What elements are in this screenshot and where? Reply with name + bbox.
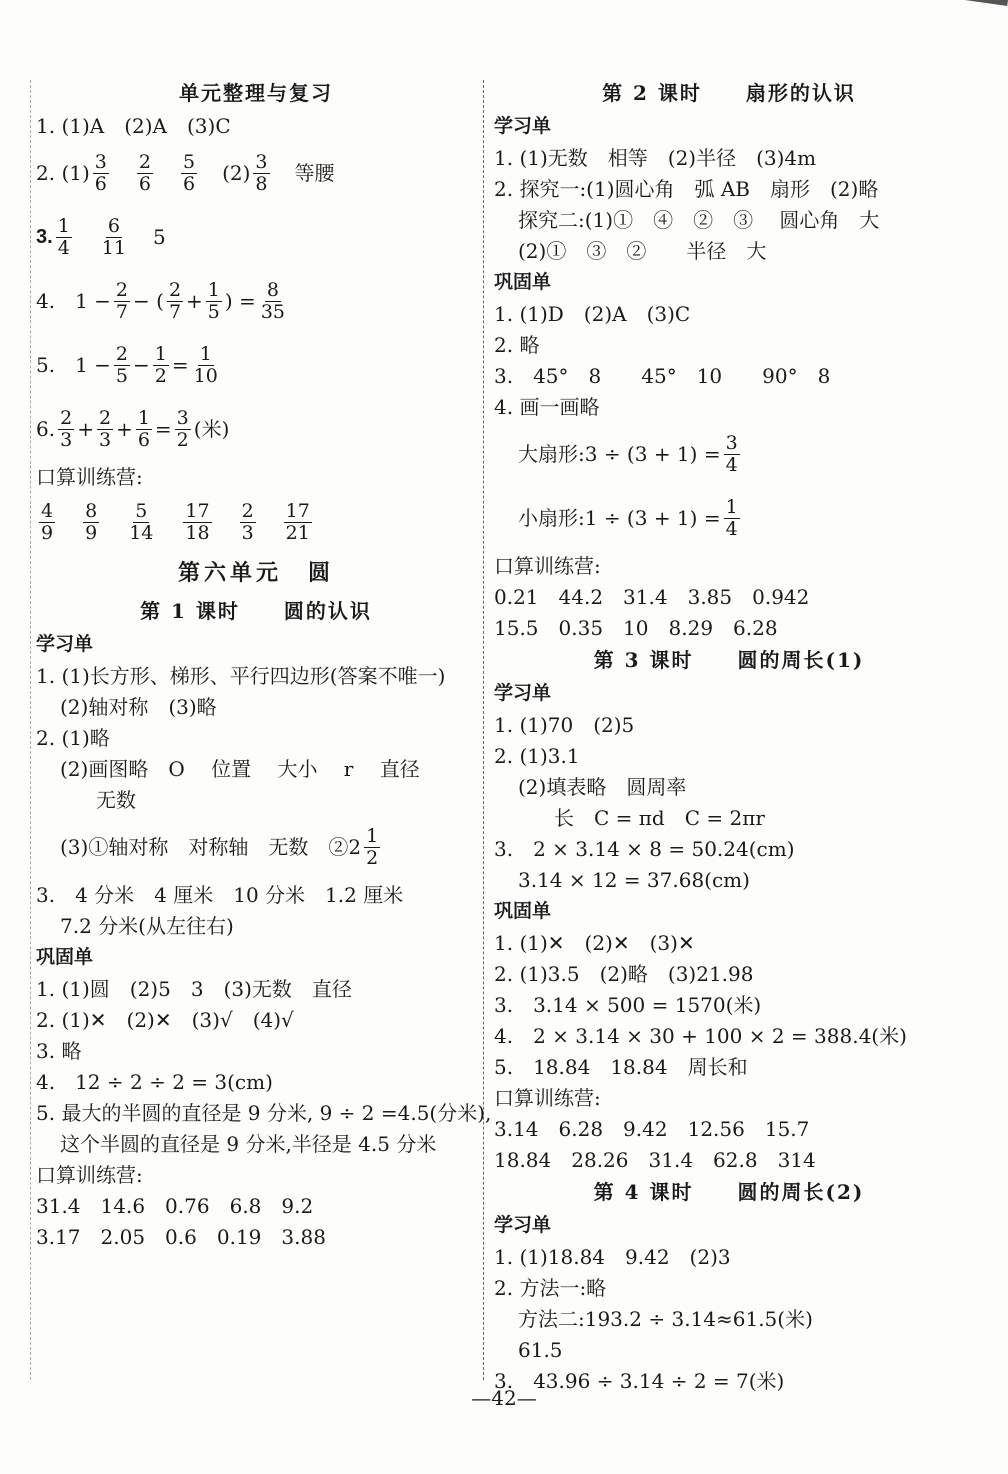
lesson-3-title: 第 3 课时 圆的周长(1) bbox=[593, 648, 865, 672]
fraction: $\frac{8}{9}$ bbox=[85, 499, 98, 544]
oral-training-row: 3.17 2.05 0.6 0.19 3.88 bbox=[36, 1224, 326, 1249]
lesson3-consol-4: 4. 2 × 3.14 × 30 + 100 × 2 = 388.4(米) bbox=[494, 1023, 907, 1048]
lesson1-study-2a: 2. (1)略 bbox=[36, 725, 110, 750]
lesson2-study-2a: 2. 探究一:(1)圆心角 弧 AB 扇形 (2)略 bbox=[494, 176, 879, 201]
fraction: $\frac{1}{6}$ bbox=[137, 406, 150, 451]
lesson1-consol-2: 2. (1)✕ (2)✕ (3)√ (4)√ bbox=[36, 1007, 294, 1032]
lesson2-consol-4: 4. 画一画略 bbox=[494, 394, 600, 419]
study-sheet-heading: 学习单 bbox=[494, 115, 552, 137]
oral-training-label: 口算训练营: bbox=[494, 553, 601, 578]
lesson4-study-2: 2. 方法一:略 bbox=[494, 1275, 607, 1300]
review-answer-1: 1. (1)A (2)A (3)C bbox=[36, 113, 231, 138]
lesson4-study-3: 3. 43.96 ÷ 3.14 ÷ 2 = 7(米) bbox=[494, 1368, 785, 1393]
fraction: $\frac{3}{4}$ bbox=[725, 431, 738, 476]
oral-training-row: 3.14 6.28 9.42 12.56 15.7 bbox=[494, 1116, 810, 1141]
lesson-1-title: 第 1 课时 圆的认识 bbox=[140, 599, 372, 623]
oral-training-label: 口算训练营: bbox=[36, 1162, 143, 1187]
fraction: $\frac{2}{3}$ bbox=[241, 499, 254, 544]
lesson2-study-2b: 探究二:(1)① ④ ② ③ 圆心角 大 bbox=[518, 207, 880, 232]
fraction: $\frac{8}{35}$ bbox=[260, 278, 285, 323]
fraction: $\frac{2}{3}$ bbox=[98, 406, 112, 451]
lesson3-consol-2: 2. (1)3.5 (2)略 (3)21.98 bbox=[494, 961, 754, 986]
lesson3-study-1: 1. (1)70 (2)5 bbox=[494, 712, 635, 737]
lesson3-study-3a: 3. 2 × 3.14 × 8 = 50.24(cm) bbox=[494, 836, 795, 861]
review-answer-2: 2. (1) $\frac{3}{6}$ $\frac{2}{6}$ $\frac{5}{6}$ (2) $\frac{3}{8}$ 等腰 bbox=[36, 150, 335, 195]
fraction: $\frac{2}{6}$ bbox=[138, 150, 151, 195]
consolidation-heading: 巩固单 bbox=[494, 900, 552, 922]
lesson2-consol-1: 1. (1)D (2)A (3)C bbox=[494, 301, 691, 326]
fraction: $\frac{2}{7}$ bbox=[115, 278, 129, 323]
lesson1-consol-5b: 这个半圆的直径是 9 分米,半径是 4.5 分米 bbox=[60, 1131, 437, 1156]
lesson-2-title: 第 2 课时 扇形的认识 bbox=[602, 81, 856, 105]
lesson3-consol-3: 3. 3.14 × 500 = 1570(米) bbox=[494, 992, 762, 1017]
fraction: $\frac{5}{14}$ bbox=[129, 499, 154, 544]
fraction: $\frac{1}{5}$ bbox=[207, 278, 220, 323]
oral-training-row: 0.21 44.2 31.4 3.85 0.942 bbox=[494, 584, 810, 609]
page-corner-mark bbox=[948, 0, 1008, 6]
lesson1-study-3b: 7.2 分米(从左往右) bbox=[60, 913, 234, 938]
lesson3-consol-5: 5. 18.84 18.84 周长和 bbox=[494, 1054, 748, 1079]
lesson2-consol-2: 2. 略 bbox=[494, 332, 540, 357]
fraction: $\frac{1}{4}$ bbox=[57, 214, 70, 259]
fraction: $\frac{3}{8}$ bbox=[255, 150, 268, 195]
lesson2-study-2c: (2)① ③ ② 半径 大 bbox=[518, 238, 767, 263]
review-answer-6: 6. $\frac{2}{3}$ + $\frac{2}{3}$ + $\frac{1}{6}$ = $\frac{3}{2}$ (米) bbox=[36, 406, 230, 451]
lesson4-study-2c: 61.5 bbox=[518, 1337, 563, 1362]
lesson1-consol-4: 4. 12 ÷ 2 ÷ 2 = 3(cm) bbox=[36, 1069, 273, 1094]
consolidation-heading: 巩固单 bbox=[36, 946, 94, 968]
review-answer-4: 4. 1 − $\frac{2}{7}$ − ( $\frac{2}{7}$ + $\frac{1}{5}$ ) = $\frac{8}{35}$ bbox=[36, 278, 285, 323]
lesson1-consol-3: 3. 略 bbox=[36, 1038, 82, 1063]
lesson4-study-2b: 方法二:193.2 ÷ 3.14≈61.5(米) bbox=[518, 1306, 813, 1331]
right-column bbox=[494, 76, 964, 1396]
fraction: $\frac{5}{6}$ bbox=[182, 150, 196, 195]
review-answer-5: 5. 1 − $\frac{2}{5}$ − $\frac{1}{2}$ = $\frac{1}{10}$ bbox=[36, 342, 218, 387]
oral-training-label: 口算训练营: bbox=[36, 464, 143, 489]
fraction: $\frac{4}{9}$ bbox=[41, 499, 54, 544]
fraction: $\frac{17}{18}$ bbox=[185, 499, 210, 544]
lesson1-study-1a: 1. (1)长方形、梯形、平行四边形(答案不唯一) bbox=[36, 663, 446, 688]
left-column bbox=[36, 76, 492, 1252]
review-answer-3: 3. $\frac{1}{4}$ $\frac{6}{11}$ 5 bbox=[36, 214, 166, 259]
unit-six-heading: 第六单元 圆 bbox=[177, 560, 334, 586]
oral-training-fractions bbox=[36, 492, 476, 552]
lesson1-study-2b: (2)画图略 O 位置 大小 r 直径 bbox=[60, 756, 420, 781]
lesson1-consol-5a: 5. 最大的半圆的直径是 9 分米, 9 ÷ 2 =4.5(分米), bbox=[36, 1100, 492, 1125]
lesson1-study-3a: 3. 4 分米 4 厘米 10 分米 1.2 厘米 bbox=[36, 882, 404, 907]
lesson2-consol-4b: 小扇形:1 ÷ (3 + 1) = $\frac{1}{4}$ bbox=[518, 495, 738, 540]
fraction: $\frac{2}{7}$ bbox=[168, 278, 182, 323]
fraction: $\frac{2}{5}$ bbox=[115, 342, 129, 387]
fraction: $\frac{3}{2}$ bbox=[176, 406, 189, 451]
column-divider bbox=[483, 80, 484, 1380]
lesson3-study-2c: 长 C = πd C = 2πr bbox=[554, 805, 765, 830]
fraction: $\frac{6}{11}$ bbox=[101, 214, 126, 259]
lesson2-consol-3: 3. 45° 8 45° 10 90° 8 bbox=[494, 363, 831, 388]
fraction: $\frac{1}{2}$ bbox=[366, 824, 379, 869]
lesson1-study-1b: (2)轴对称 (3)略 bbox=[60, 694, 217, 719]
page-number: —42— bbox=[471, 1386, 537, 1410]
fraction: $\frac{1}{4}$ bbox=[725, 495, 738, 540]
lesson3-consol-1: 1. (1)✕ (2)✕ (3)✕ bbox=[494, 930, 695, 955]
lesson-4-title: 第 4 课时 圆的周长(2) bbox=[593, 1180, 865, 1204]
lesson1-study-2c: 无数 bbox=[96, 787, 136, 812]
lesson3-study-3b: 3.14 × 12 = 37.68(cm) bbox=[518, 867, 750, 892]
fraction: $\frac{1}{2}$ bbox=[154, 342, 167, 387]
lesson1-consol-1: 1. (1)圆 (2)5 3 (3)无数 直径 bbox=[36, 976, 352, 1001]
fraction: $\frac{17}{21}$ bbox=[285, 499, 310, 544]
lesson4-study-1: 1. (1)18.84 9.42 (2)3 bbox=[494, 1244, 731, 1269]
left-margin-line bbox=[30, 80, 31, 1380]
fraction: $\frac{2}{3}$ bbox=[60, 406, 73, 451]
lesson2-consol-4a: 大扇形:3 ÷ (3 + 1) = $\frac{3}{4}$ bbox=[518, 431, 738, 476]
lesson3-study-2: 2. (1)3.1 bbox=[494, 743, 580, 768]
oral-training-row: 15.5 0.35 10 8.29 6.28 bbox=[494, 615, 778, 640]
study-sheet-heading: 学习单 bbox=[36, 633, 94, 655]
review-title: 单元整理与复习 bbox=[179, 81, 333, 105]
study-sheet-heading: 学习单 bbox=[494, 682, 552, 704]
lesson2-study-1: 1. (1)无数 相等 (2)半径 (3)4m bbox=[494, 145, 817, 170]
consolidation-heading: 巩固单 bbox=[494, 271, 552, 293]
study-sheet-heading: 学习单 bbox=[494, 1214, 552, 1236]
oral-training-row: 31.4 14.6 0.76 6.8 9.2 bbox=[36, 1193, 314, 1218]
oral-training-label: 口算训练营: bbox=[494, 1085, 601, 1110]
oral-training-row: 18.84 28.26 31.4 62.8 314 bbox=[494, 1147, 816, 1172]
fraction: $\frac{1}{10}$ bbox=[193, 342, 218, 387]
lesson3-study-2b: (2)填表略 圆周率 bbox=[518, 774, 687, 799]
lesson1-study-2d: (3)①轴对称 对称轴 无数 ②2 $\frac{1}{2}$ bbox=[60, 824, 379, 869]
fraction: $\frac{3}{6}$ bbox=[94, 150, 107, 195]
